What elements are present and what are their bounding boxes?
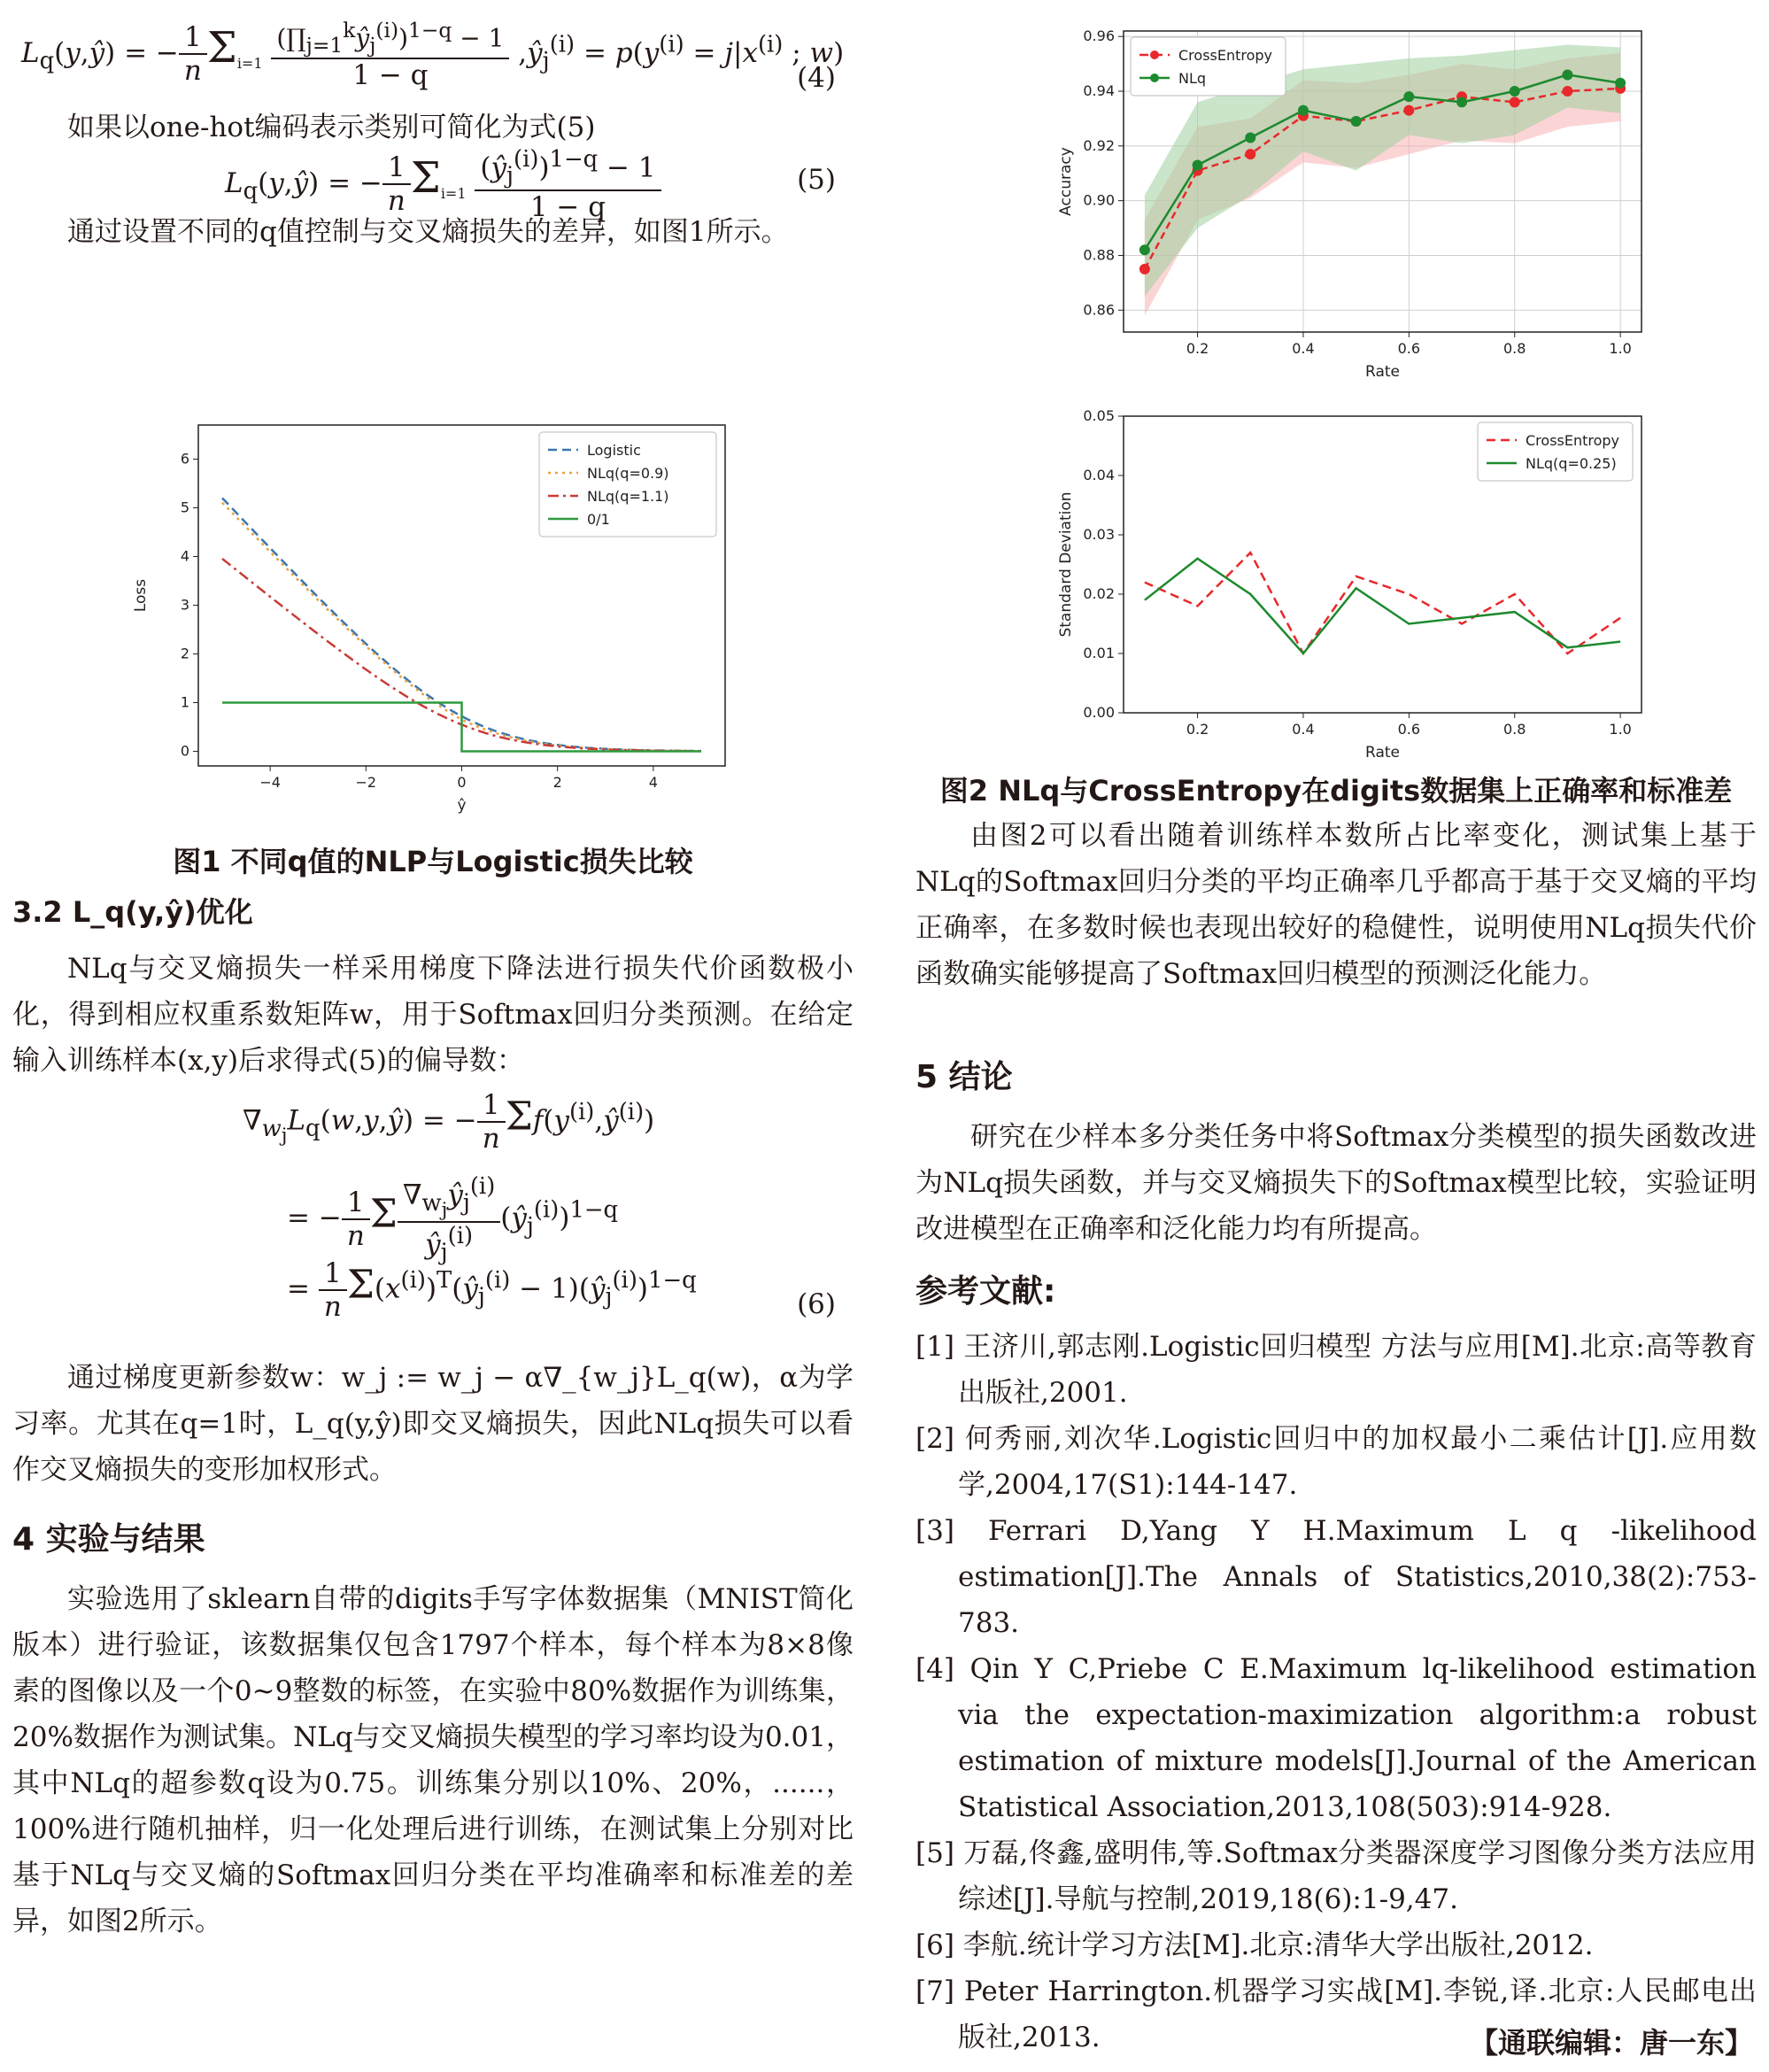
figure-1-caption: 图1 不同q值的NLP与Logistic损失比较 [173,845,693,878]
reference-item: [1] 王济川,郭志刚.Logistic回归模型 方法与应用[M].北京:高等教育出版社,2001. [915,1331,1757,1409]
paragraph-grad [12,1355,854,1493]
data-point [1139,244,1150,255]
x-axis-label: ŷ [457,797,467,815]
series-line [1145,553,1620,653]
paragraph-conclusion [915,1114,1757,1252]
equation-4-number: (4) [797,62,836,94]
legend-label: NLq(q=1.1) [587,488,669,505]
legend-label: NLq(q=0.9) [587,465,669,482]
data-point [1298,105,1309,116]
y-tick-label: 2 [180,645,189,662]
x-tick-label: 1.0 [1609,340,1632,357]
x-tick-label: −4 [259,774,281,791]
legend-label: Logistic [587,442,641,459]
y-tick-label: 0.05 [1083,407,1115,424]
data-point [1615,78,1626,89]
data-point [1403,105,1414,116]
section-5-heading: 5 结论 [915,1059,1013,1095]
x-tick-label: −2 [355,774,377,791]
figure-2-caption: 图2 NLq与CrossEntropy在digits数据集上正确率和标准差 [939,774,1733,808]
y-axis-label: Accuracy [1057,147,1075,216]
y-tick-label: 0.01 [1083,645,1115,661]
data-point [1562,69,1572,80]
y-tick-label: 0.90 [1083,191,1115,209]
reference-item: [3] Ferrari D,Yang Y H.Maximum L q -likelihood estimation[J].The Annals of Statistics,2010,38(2):753-783. [915,1515,1757,1639]
data-point [1510,97,1520,107]
y-tick-label: 0.96 [1083,27,1115,45]
y-tick-label: 0.04 [1083,467,1115,483]
legend-box [1478,422,1633,481]
reference-item: [4] Qin Y C,Priebe C E.Maximum lq-likelihood estimation via the expectation-maximization algorithm:a robust estimation of mixture models[J].Journal of the American Statistical Association,2013,108(503):914-928. [915,1653,1757,1823]
equation-6-number: (6) [797,1288,836,1320]
y-tick-label: 0.94 [1083,82,1115,99]
y-tick-label: 0.02 [1083,585,1115,602]
x-tick-label: 1.0 [1609,721,1632,738]
y-tick-label: 4 [180,547,189,565]
equation-6-line-3: = $\frac{1}{n}$ $\Sigma(x^{(i)})^T(ŷ_j^{(i)}$ − $1)(ŷ_j^{(i)})^{1-q}$ [287,1257,697,1323]
paragraph-fig2 [915,813,1757,997]
series-line-step [222,703,701,752]
reference-item: [7] Peter Harrington.机器学习实战[M].李锐,译.北京:人民邮电出版社,2013. [915,1975,1757,2053]
y-axis-label: Standard Deviation [1057,491,1075,638]
data-point [1403,91,1414,102]
data-point [1139,264,1150,274]
legend-marker [1150,73,1159,82]
legend-marker [1150,50,1159,59]
x-tick-label: 0.8 [1503,721,1526,738]
x-tick-label: 0.4 [1292,340,1315,357]
text-q: 通过设置不同的q值控制与交叉熵损失的差异，如图1所示。 [67,216,789,248]
data-point [1193,159,1203,170]
text-onehot: 如果以one-hot编码表示类别可简化为式(5) [67,112,596,143]
y-tick-label: 0.86 [1083,301,1115,319]
x-tick-label: 2 [552,774,562,791]
text-fig2: 由图2可以看出随着训练样本数所占比率变化，测试集上基于NLq的Softmax回归分类的平均正确率几乎都高于基于交叉熵的平均正确率，在多数时候也表现出较好的稳健性，说明使用NLq损失代价函数确实能够提高了Softmax回归模型的预测泛化能力。 [915,820,1757,990]
equation-5: $L_q(y,ŷ)$ = − $\frac{1}{n}$ $\Sigma_{i=1}$ $\frac{(ŷ_j^{(i)})^{1-q} - 1}{1 - q}$ [225,146,661,223]
text-grad: 通过梯度更新参数w：w_j := w_j − α∇_{w_j}L_q(w)，α为学习率。尤其在q=1时，L_q(y,ŷ)即交叉熵损失，因此NLq损失可以看作交叉熵损失的变形加权形式。 [12,1362,854,1486]
data-point [1245,149,1255,159]
paragraph-onehot [12,104,854,151]
legend-label: 0/1 [587,511,610,528]
y-tick-label: 5 [180,499,189,516]
data-point [1245,133,1255,143]
equation-5-number: (5) [797,164,836,196]
text-conclusion: 研究在少样本多分类任务中将Softmax分类模型的损失函数改进为NLq损失函数，并与交叉熵损失下的Softmax模型比较，实验证明改进模型在正确率和泛化能力均有所提高。 [915,1121,1757,1245]
reference-item: [6] 李航.统计学习方法[M].北京:清华大学出版社,2012. [915,1929,1594,1961]
figure-1-loss-chart [132,407,738,823]
x-axis-label: Rate [1365,363,1400,381]
legend-box [1131,37,1286,96]
x-tick-label: 0.6 [1397,721,1421,738]
x-tick-label: 0.2 [1186,721,1209,738]
data-point [1562,86,1572,97]
equation-6-line-1: $\nabla_{w_j}L_q(w,y,ŷ)$ = − $\frac{1}{n}$ $\Sigma f(y^{(i)},ŷ^{(i)})$ [243,1089,655,1155]
paragraph-nlq [12,946,854,1084]
y-tick-label: 6 [180,450,189,468]
x-tick-label: 4 [648,774,658,791]
section-4-heading: 4 实验与结果 [12,1521,205,1558]
editor-note: 【通联编辑：唐一东】 [1469,2026,1753,2060]
data-point [1351,116,1362,127]
legend-label: NLq(q=0.25) [1526,455,1617,472]
paragraph-q [12,209,854,255]
equation-6-line-2: = − $\frac{1}{n}$ Σ $\frac{\nabla_{w_j}ŷ_j^{(i)}}{ŷ_j^{(i)}}$ $(ŷ_j^{(i)})^{1-q}$ [287,1173,619,1266]
reference-item: [5] 万磊,佟鑫,盛明伟,等.Softmax分类器深度学习图像分类方法应用综述[J].导航与控制,2019,18(6):1-9,47. [915,1837,1757,1915]
figure-2-accuracy-chart [1039,18,1659,390]
figure-2-std-chart [1039,403,1659,762]
x-tick-label: 0.4 [1292,721,1315,738]
references-heading: 参考文献: [915,1273,1056,1310]
y-tick-label: 1 [180,693,189,711]
y-tick-label: 0.00 [1083,704,1115,721]
legend-label: NLq [1178,70,1207,87]
section-3-2-heading: 3.2 L_q(y,ŷ)优化 [12,895,253,929]
legend-label: CrossEntropy [1526,432,1620,449]
x-tick-label: 0 [457,774,467,791]
y-tick-label: 0.88 [1083,246,1115,264]
y-tick-label: 3 [180,596,189,614]
text-nlq: NLq与交叉熵损失一样采用梯度下降法进行损失代价函数极小化，得到相应权重系数矩阵w，用于Softmax回归分类预测。在给定输入训练样本(x,y)后求得式(5)的偏导数： [12,953,854,1077]
equation-4: $L_q(y,ŷ)$ = − $\frac{1}{n}$ $\Sigma_{i=1}$ $\frac{(\prod_{j=1}^kŷ_j^{(i)})^{1-q} - 1}{1 - q}$ $,ŷ_j^{(i)} = p(y^{(i)} = j|x^{(i)}$ ; w) [21,18,845,91]
y-tick-label: 0.92 [1083,136,1115,154]
data-point [1456,97,1467,107]
x-tick-label: 0.8 [1503,340,1526,357]
legend-label: CrossEntropy [1178,47,1273,64]
y-tick-label: 0 [180,742,189,760]
paragraph-experiment [12,1576,854,1944]
references-list [915,1324,1757,2060]
data-point [1510,86,1520,97]
x-axis-label: Rate [1365,744,1400,762]
y-axis-label: Loss [132,578,150,613]
text-experiment: 实验选用了sklearn自带的digits手写字体数据集（MNIST简化版本）进行验证，该数据集仅包含1797个样本，每个样本为8×8像素的图像以及一个0~9整数的标签，在实验中80%数据作为训练集，20%数据作为测试集。NLq与交叉熵损失模型的学习率均设为0.01，其中NLq的超参数q设为0.75。训练集分别以10%、20%，......，100%进行随机抽样，归一化处理后进行训练，在测试集上分别对比基于NLq与交叉熵的Softmax回归分类在平均准确率和标准差的差异，如图2所示。 [12,1583,854,1937]
y-tick-label: 0.03 [1083,526,1115,543]
x-tick-label: 0.2 [1186,340,1209,357]
series-line [1145,559,1620,653]
x-tick-label: 0.6 [1397,340,1421,357]
reference-item: [2] 何秀丽,刘次华.Logistic回归中的加权最小二乘估计[J].应用数学,2004,17(S1):144-147. [915,1423,1757,1501]
